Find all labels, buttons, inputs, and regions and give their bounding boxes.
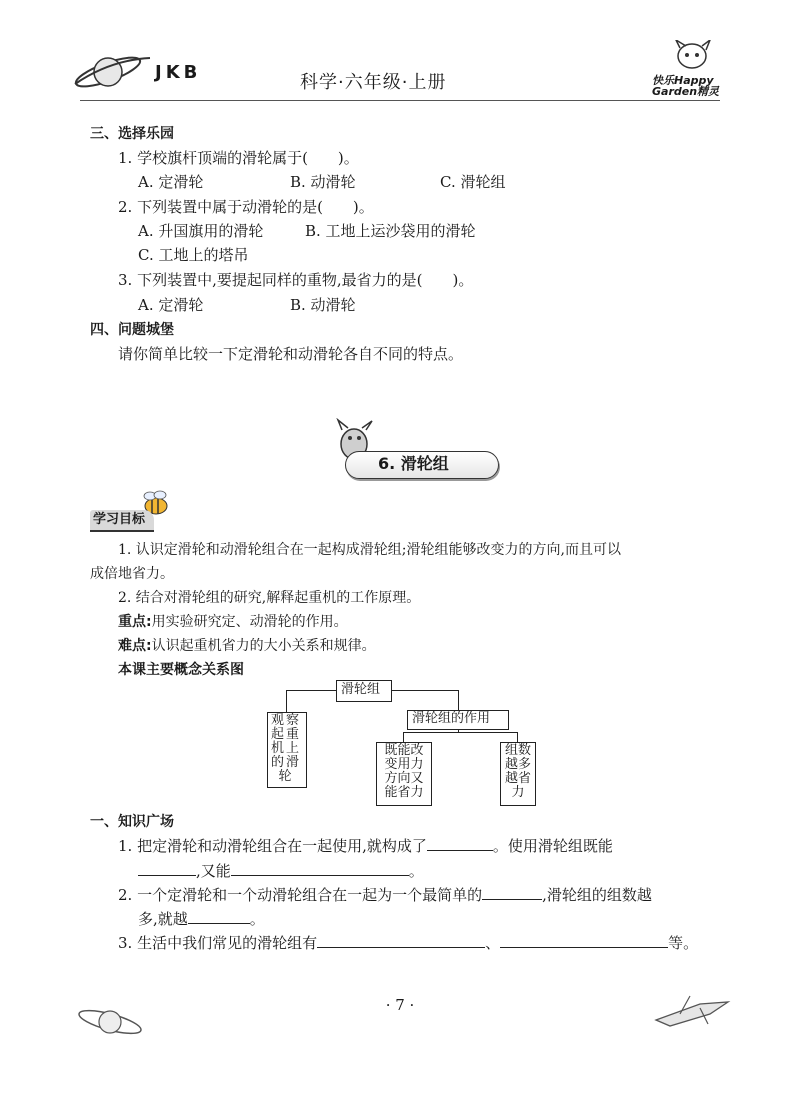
planet-decoration-icon bbox=[70, 40, 160, 100]
fill-q2-text-3: 多,就越 bbox=[138, 910, 188, 928]
q1-option-a: A. 定滑轮 bbox=[138, 173, 204, 191]
fill-blank-5[interactable] bbox=[188, 909, 250, 924]
key-point-text: 用实验研究定、动滑轮的作用。 bbox=[151, 614, 348, 630]
key-point-label: 重点: bbox=[118, 614, 152, 630]
goal-1-line-1: 1. 认识定滑轮和动滑轮组合在一起构成滑轮组;滑轮组能够改变力的方向,而且可以 bbox=[118, 542, 621, 558]
goal-2: 2. 结合对滑轮组的研究,解释起重机的工作原理。 bbox=[118, 590, 421, 606]
spaceship-footer-icon bbox=[650, 990, 734, 1036]
q2-option-a: A. 升国旗用的滑轮 bbox=[138, 222, 264, 240]
fill-blank-4[interactable] bbox=[482, 885, 542, 900]
q2-option-c: C. 工地上的塔吊 bbox=[138, 246, 249, 264]
fill-q1-text-1: 1. 把定滑轮和动滑轮组合在一起使用,就构成了 bbox=[118, 837, 427, 855]
section4-text: 请你简单比较一下定滑轮和动滑轮各自不同的特点。 bbox=[118, 345, 464, 363]
brand-logo: JKB bbox=[155, 62, 202, 83]
fill-q2-text-2: ,滑轮组的组数越 bbox=[542, 886, 652, 904]
q2-stem: 2. 下列装置中属于动滑轮的是( )。 bbox=[118, 198, 374, 216]
q1-stem: 1. 学校旗杆顶端的滑轮属于( )。 bbox=[118, 149, 359, 167]
fill-q1-text-2: 。使用滑轮组既能 bbox=[492, 837, 613, 855]
fill-blank-3[interactable] bbox=[231, 861, 409, 876]
difficulty-label: 难点: bbox=[118, 638, 152, 654]
section3-heading: 三、选择乐园 bbox=[90, 126, 174, 142]
concept-sub1: 既能改变用力方向又能省力 bbox=[384, 743, 424, 800]
q3-option-b: B. 动滑轮 bbox=[290, 296, 356, 314]
goal-1-line-2: 成倍地省力。 bbox=[90, 566, 174, 582]
fill-blank-7[interactable] bbox=[500, 933, 668, 948]
learning-goals-label: 学习目标 bbox=[93, 512, 146, 527]
fill-blank-6[interactable] bbox=[317, 933, 485, 948]
q3-stem: 3. 下列装置中,要提起同样的重物,最省力的是( )。 bbox=[118, 271, 474, 289]
q2-option-b: B. 工地上运沙袋用的滑轮 bbox=[305, 222, 476, 240]
concept-root: 滑轮组 bbox=[341, 682, 381, 697]
fill-q3-separator: 、 bbox=[485, 934, 501, 952]
fill-q3-text-end: 等。 bbox=[668, 934, 699, 952]
difficulty-text: 认识起重机省力的大小关系和规律。 bbox=[151, 638, 376, 654]
fill-q1-text-3: ,又能 bbox=[196, 862, 231, 880]
q3-option-a: A. 定滑轮 bbox=[138, 296, 204, 314]
concept-map-title: 本课主要概念关系图 bbox=[118, 662, 244, 678]
happy-garden-logo: 快乐Happy Garden精灵 bbox=[652, 74, 720, 98]
fill-q2-text-4: 。 bbox=[249, 910, 265, 928]
page-header-title: 科学·六年级·上册 bbox=[300, 72, 447, 93]
header-rule bbox=[80, 100, 720, 101]
section1-heading: 一、知识广场 bbox=[90, 814, 174, 830]
q1-option-c: C. 滑轮组 bbox=[440, 173, 506, 191]
fill-blank-2[interactable] bbox=[138, 861, 196, 876]
planet-footer-icon bbox=[70, 996, 154, 1046]
section4-heading: 四、问题城堡 bbox=[90, 322, 174, 338]
fill-q1-text-4: 。 bbox=[408, 862, 424, 880]
fill-q3-text-1: 3. 生活中我们常见的滑轮组有 bbox=[118, 934, 318, 952]
page-number: · 7 · bbox=[385, 996, 415, 1014]
concept-left: 观察起重机上的滑轮 bbox=[271, 713, 302, 784]
concept-sub2: 组数越多越省力 bbox=[504, 743, 531, 800]
concept-middle: 滑轮组的作用 bbox=[412, 711, 491, 726]
q1-option-b: B. 动滑轮 bbox=[290, 173, 356, 191]
fill-q2-text-1: 2. 一个定滑轮和一个动滑轮组合在一起为一个最简单的 bbox=[118, 886, 483, 904]
lesson-title: 6. 滑轮组 bbox=[378, 454, 449, 473]
fill-blank-1[interactable] bbox=[427, 836, 493, 851]
